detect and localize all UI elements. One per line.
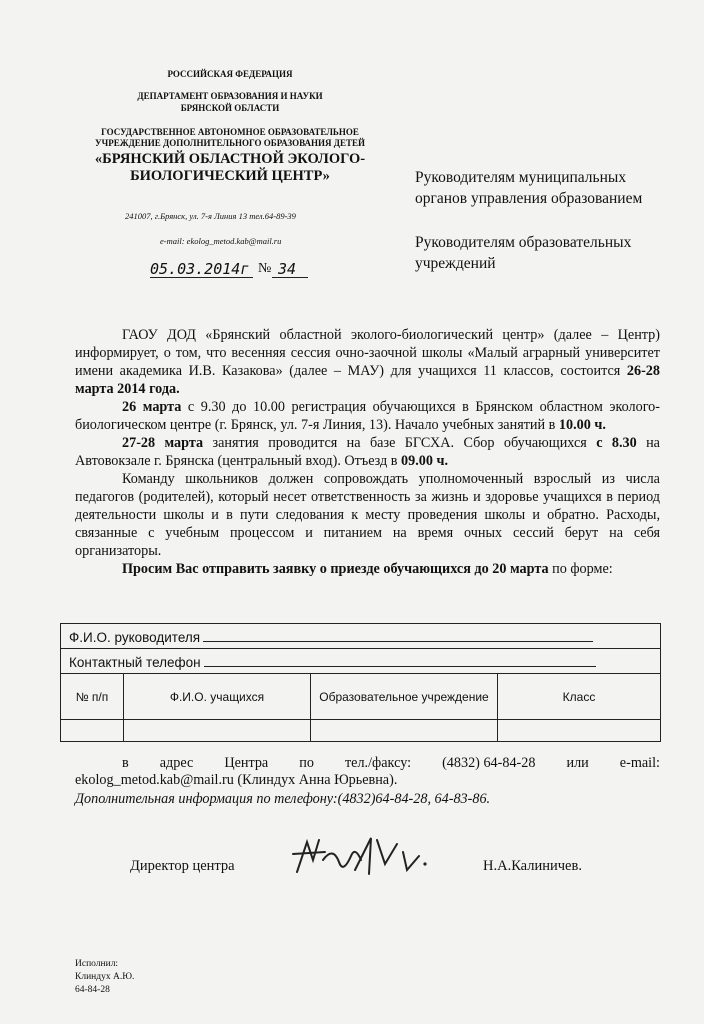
contact-word: по: [299, 755, 314, 771]
form-leader-blank: [203, 627, 593, 642]
letter-body: [75, 326, 660, 578]
form-phone-blank: [204, 652, 596, 667]
letterhead-address: 241007, г.Брянск, ул. 7-я Линия 13 тел.64-89-39: [125, 211, 296, 221]
recipient-line2: органов управления образованием: [415, 190, 643, 207]
form-leader-row: [61, 624, 661, 649]
recipient-line4: учреждений: [415, 255, 496, 272]
letterhead-institution-name-line1: «БРЯНСКИЙ ОБЛАСТНОЙ ЭКОЛОГО-: [94, 151, 366, 167]
letterhead-institution-type-line2: УЧРЕЖДЕНИЕ ДОПОЛНИТЕЛЬНОГО ОБРАЗОВАНИЯ ДЕТЕЙ: [94, 138, 366, 148]
contact-email-line: ekolog_metod.kab@mail.ru (Клиндух Анна Юрьевна).: [75, 772, 398, 788]
executor-name: Клиндух А.Ю.: [75, 972, 135, 982]
table-cell: [124, 720, 311, 742]
contact-word: Центра: [224, 755, 269, 771]
column-header-student-name: Ф.И.О. учащихся: [124, 674, 311, 720]
executor-phone: 64-84-28: [75, 985, 110, 995]
paragraph-escort: Команду школьников должен сопровождать уполномоченный взрослый из числа педагогов (родителей), который несет ответственность за жизнь и здоровье учащихся в период деятельности школы и в пути следования к месту проведения школы и обратно. Расходы, связанные с учебным процессом и питанием на время очных сессий берут на себя организаторы.: [75, 471, 660, 559]
paragraph-session: ГАОУ ДОД «Брянский областной эколого-биологический центр» (далее – Центр) информирует, о том, что весенняя сессия очно-заочной школы «Малый аграрный университет имени академика И.В. Казакова» (далее – МАУ) для учащихся 11 классов, состоится 26-28 марта 2014 года.: [75, 327, 660, 397]
date-underline: [150, 277, 253, 278]
column-header-school: Образовательное учреждение: [311, 674, 498, 720]
table-cell: [311, 720, 498, 742]
letterhead-department-line2: БРЯНСКОЙ ОБЛАСТИ: [180, 103, 280, 113]
executor-label: Исполнил:: [75, 959, 119, 969]
column-header-class: Класс: [498, 674, 661, 720]
signatory-name: Н.А.Калиничев.: [483, 858, 582, 874]
paragraph-classes: 27-28 марта занятия проводится на базе БГСХА. Сбор обучающихся с 8.30 на Автовокзале г. Брянска (центральный вход). Отъезд в 09.00 ч.: [75, 435, 660, 469]
table-cell: [61, 720, 124, 742]
paragraph-registration: 26 марта с 9.30 до 10.00 регистрация обучающихся в Брянском областном эколого-биологическом центре (г. Брянск, ул. 7-я Линия, 13). Начало учебных занятий в 10.00 ч.: [75, 399, 660, 433]
contact-word: тел./факсу:: [344, 755, 412, 771]
form-phone-row: [61, 649, 661, 674]
paragraph-request: Просим Вас отправить заявку о приезде обучающихся до 20 марта по форме:: [122, 561, 613, 577]
contact-word: адрес: [159, 755, 194, 771]
handwritten-signature: [285, 830, 445, 890]
contact-phone: (4832) 64-84-28: [442, 755, 536, 771]
contact-word: e-mail:: [619, 755, 660, 771]
table-row: [61, 720, 661, 742]
letterhead-email: e-mail: ekolog_metod.kab@mail.ru: [160, 236, 282, 246]
number-underline: [272, 277, 308, 278]
letterhead-institution-type-line1: ГОСУДАРСТВЕННОЕ АВТОНОМНОЕ ОБРАЗОВАТЕЛЬНОЕ: [101, 127, 359, 137]
recipient-line1: Руководителям муниципальных: [415, 169, 627, 186]
column-header-number: № п/п: [61, 674, 124, 720]
document-date-number: [150, 258, 310, 280]
number-handwritten: 34: [278, 260, 297, 278]
additional-info-line: Дополнительная информация по телефону:(4832)64-84-28, 64-83-86.: [75, 791, 491, 807]
form-leader-label: Ф.И.О. руководителя: [69, 630, 201, 645]
letterhead-institution-name-line2: БИОЛОГИЧЕСКИЙ ЦЕНТР»: [130, 168, 330, 184]
contact-word: в: [122, 755, 129, 771]
contact-line1: [75, 754, 660, 772]
table-cell: [498, 720, 661, 742]
date-handwritten: 05.03.2014г: [150, 260, 250, 278]
number-sign: №: [258, 261, 272, 276]
form-phone-label: Контактный телефон: [69, 655, 201, 670]
signatory-title: Директор центра: [130, 858, 235, 874]
contact-word: или: [566, 755, 589, 771]
letterhead-country: РОССИЙСКАЯ ФЕДЕРАЦИЯ: [167, 69, 293, 79]
application-form-table: [60, 623, 661, 742]
letterhead-department-line1: ДЕПАРТАМЕНТ ОБРАЗОВАНИЯ И НАУКИ: [137, 91, 323, 101]
recipient-line3: Руководителям образовательных: [415, 234, 632, 251]
